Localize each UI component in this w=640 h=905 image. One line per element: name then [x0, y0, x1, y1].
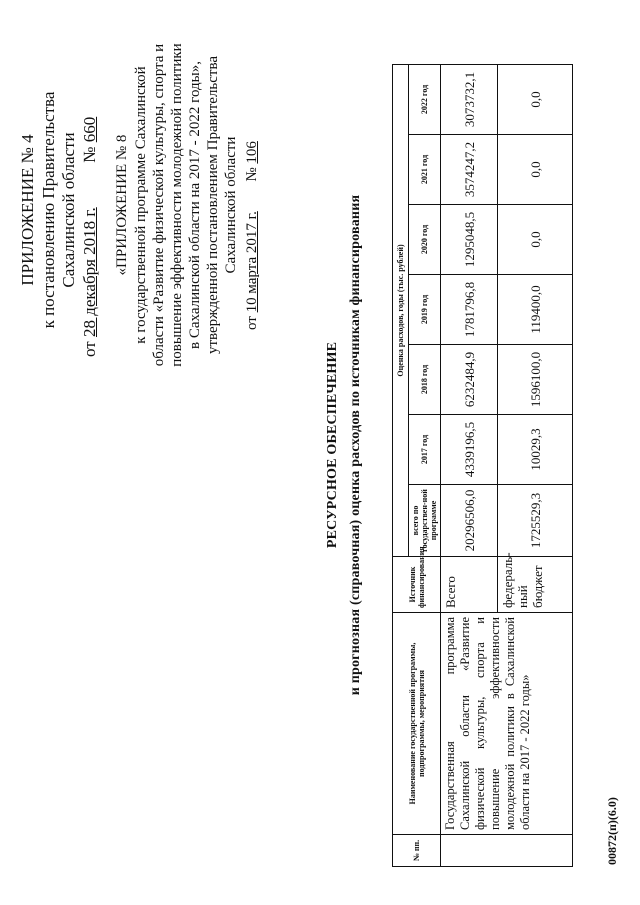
row1-total: 20296506,0: [441, 485, 498, 557]
row2-2022: 0,0: [498, 64, 573, 134]
appendix8-line-2: области «Развитие физической культуры, спорта и: [151, 43, 167, 367]
row-number-cell: [441, 835, 573, 867]
resource-table: [392, 64, 573, 867]
appendix8-date-prefix: от: [244, 316, 260, 330]
header-year-2017: 2017 год: [409, 415, 441, 485]
header-total: всего по государствен-ной программе: [409, 485, 441, 557]
row2-2017: 10029,3: [498, 415, 573, 485]
header-source: Источник финансирования: [393, 557, 441, 613]
heading-line2: и прогнозная (справочная) оценка расходов по источникам финансирования: [348, 194, 363, 696]
header-year-2022: 2022 год: [409, 64, 441, 134]
header-year-2021: 2021 год: [409, 135, 441, 205]
header-year-2019: 2019 год: [409, 275, 441, 345]
appendix8-line-3: повышение эффективности молодежной политики: [169, 43, 185, 367]
appendix4-date-line: [80, 57, 100, 357]
appendix4-line2: Сахалинской области: [59, 132, 78, 288]
appendix8-line-1: к государственной программе Сахалинской: [133, 66, 149, 344]
row1-2022: 3073732,1: [441, 64, 498, 134]
row2-2020: 0,0: [498, 205, 573, 275]
appendix8-line-6: Сахалинской области: [223, 136, 239, 274]
header-estimate: Оценка расходов, годы (тыс. рублей): [393, 64, 409, 556]
appendix4-title: ПРИЛОЖЕНИЕ № 4: [18, 134, 37, 286]
row2-2021: 0,0: [498, 135, 573, 205]
row1-2018: 6232484,9: [441, 345, 498, 415]
appendix4-date-value: 28 декабря 2018 г.: [80, 207, 99, 338]
appendix8-number-value: 106: [244, 141, 260, 164]
appendix8-date-line: [243, 10, 261, 330]
table-header-row-1: [393, 64, 409, 866]
heading-line1: РЕСУРСНОЕ ОБЕСПЕЧЕНИЕ: [325, 341, 340, 549]
program-name-cell: Государственная программа Сахалинской области «Развитие физической культуры, спорта и повышение эффективности молодежной политики в Сахалинской области на 2017 - 2022 годы»: [441, 613, 573, 835]
header-year-2020: 2020 год: [409, 205, 441, 275]
row2-2019: 119400,0: [498, 275, 573, 345]
row1-2017: 4339196,5: [441, 415, 498, 485]
row1-2020: 1295048,5: [441, 205, 498, 275]
header-year-2018: 2018 год: [409, 345, 441, 415]
header-num: № пп.: [393, 835, 441, 867]
appendix4-line1: к постановлению Правительства: [39, 91, 58, 329]
table-row-total: [441, 64, 498, 866]
row1-2021: 3574247,2: [441, 135, 498, 205]
row1-source: Всего: [441, 557, 498, 613]
row2-2018: 1596100,0: [498, 345, 573, 415]
row2-total: 1725529,3: [498, 485, 573, 557]
appendix4-number-prefix: №: [80, 146, 99, 163]
appendix4-number-value: 660: [80, 116, 99, 143]
row1-2019: 1781796,8: [441, 275, 498, 345]
appendix4-date-prefix: от: [80, 341, 99, 357]
header-name: Наименование государственной программы, подпрограммы, мероприятия: [393, 613, 441, 835]
appendix8-line-4: в Сахалинской области на 2017 - 2022 годы»,: [187, 61, 203, 349]
row2-source: федераль-ный бюджет: [498, 557, 573, 613]
appendix8-date-value: 10 марта 2017 г.: [244, 211, 260, 313]
appendix8-line-5: утвержденной постановлением Правительства: [205, 55, 221, 355]
footer-code: 00872(п)(6.0): [605, 797, 619, 865]
appendix8-number-prefix: №: [244, 167, 260, 182]
appendix8-title: «ПРИЛОЖЕНИЕ № 8: [114, 134, 130, 276]
